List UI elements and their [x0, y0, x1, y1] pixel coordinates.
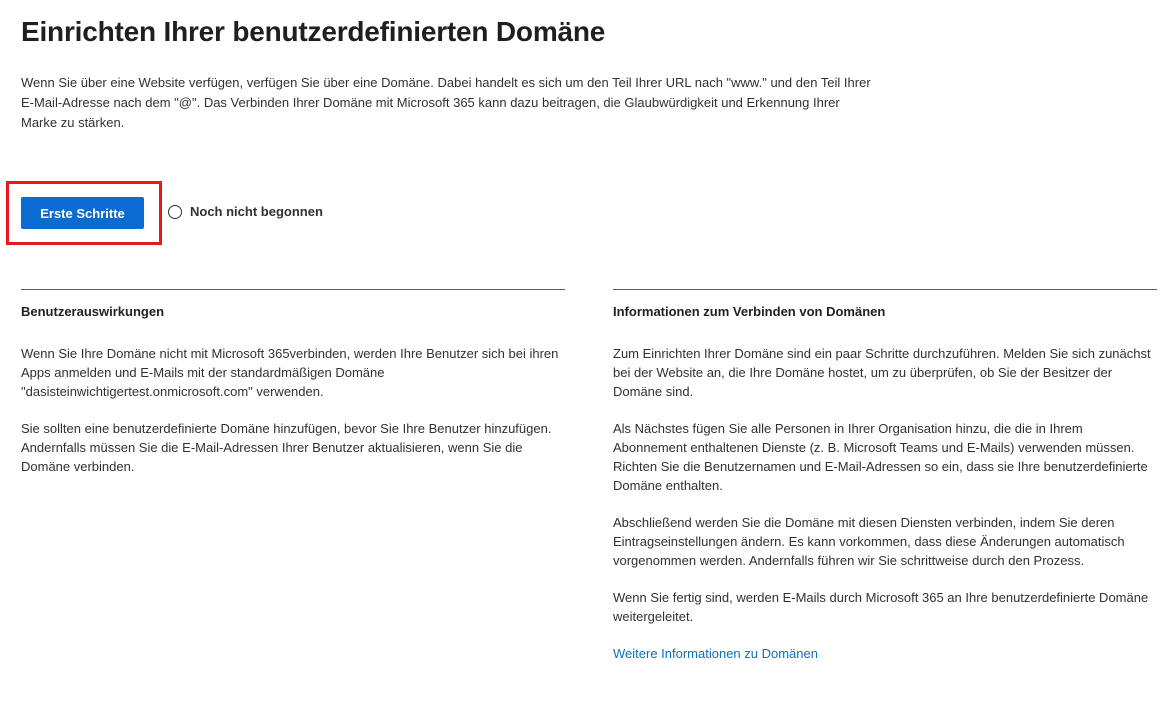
- connect-info-section: [613, 289, 1157, 663]
- connect-info-paragraph: Als Nächstes fügen Sie alle Personen in Ihrer Organisation hinzu, die die in Ihrem Abonnement enthaltenen Dienste (z. B. Microsoft Teams und E-Mails) verwenden müssen. Richten Sie die Benutzernamen und E-Mail-Adressen so ein, dass sie Ihre benutzerdefinierte Domäne enthalten.: [613, 421, 1148, 493]
- user-impact-paragraph: Wenn Sie Ihre Domäne nicht mit Microsoft 365verbinden, werden Ihre Benutzer sich bei ihren Apps anmelden und E-Mails mit der standardmäßigen Domäne "dasisteinwichtigertest.onmicrosoft.com" verwenden.: [21, 346, 559, 399]
- user-impact-section: [21, 289, 565, 476]
- intro-text: Wenn Sie über eine Website verfügen, verfügen Sie über eine Domäne. Dabei handelt es sich um den Teil Ihrer URL nach "www." und den Teil Ihrer E-Mail-Adresse nach dem "@". Das Verbinden Ihrer Domäne mit Microsoft 365 kann dazu beitragen, die Glaubwürdigkeit und Erkennung Ihrer Marke zu stärken.: [21, 75, 871, 130]
- connect-info-paragraph: Wenn Sie fertig sind, werden E-Mails durch Microsoft 365 an Ihre benutzerdefinierte Domäne weitergeleitet.: [613, 590, 1149, 624]
- get-started-button[interactable]: Erste Schritte: [21, 197, 144, 229]
- user-impact-paragraph: Sie sollten eine benutzerdefinierte Domäne hinzufügen, bevor Sie Ihre Benutzer hinzufügen. Andernfalls müssen Sie die E-Mail-Adressen Ihrer Benutzer aktualisieren, wenn Sie die Domäne verbinden.: [21, 421, 552, 474]
- connect-info-heading: Informationen zum Verbinden von Domänen: [613, 304, 886, 319]
- status-indicator: [168, 204, 323, 219]
- status-label: Noch nicht begonnen: [190, 204, 323, 219]
- status-radio-icon: [168, 205, 182, 219]
- page-title: Einrichten Ihrer benutzerdefinierten Domäne: [21, 16, 606, 47]
- connect-info-paragraph: Abschließend werden Sie die Domäne mit diesen Diensten verbinden, indem Sie deren Eintragseinstellungen ändern. Es kann vorkommen, dass diese Änderungen automatisch vorgenommen werden. Andernfalls führen wir Sie schrittweise durch den Prozess.: [613, 515, 1125, 568]
- more-info-link[interactable]: Weitere Informationen zu Domänen: [613, 646, 818, 661]
- user-impact-heading: Benutzerauswirkungen: [21, 304, 165, 319]
- connect-info-paragraph: Zum Einrichten Ihrer Domäne sind ein paar Schritte durchzuführen. Melden Sie sich zunächst bei der Website an, die Ihre Domäne hostet, um zu überprüfen, ob Sie der Besitzer der Domäne sind.: [613, 346, 1151, 399]
